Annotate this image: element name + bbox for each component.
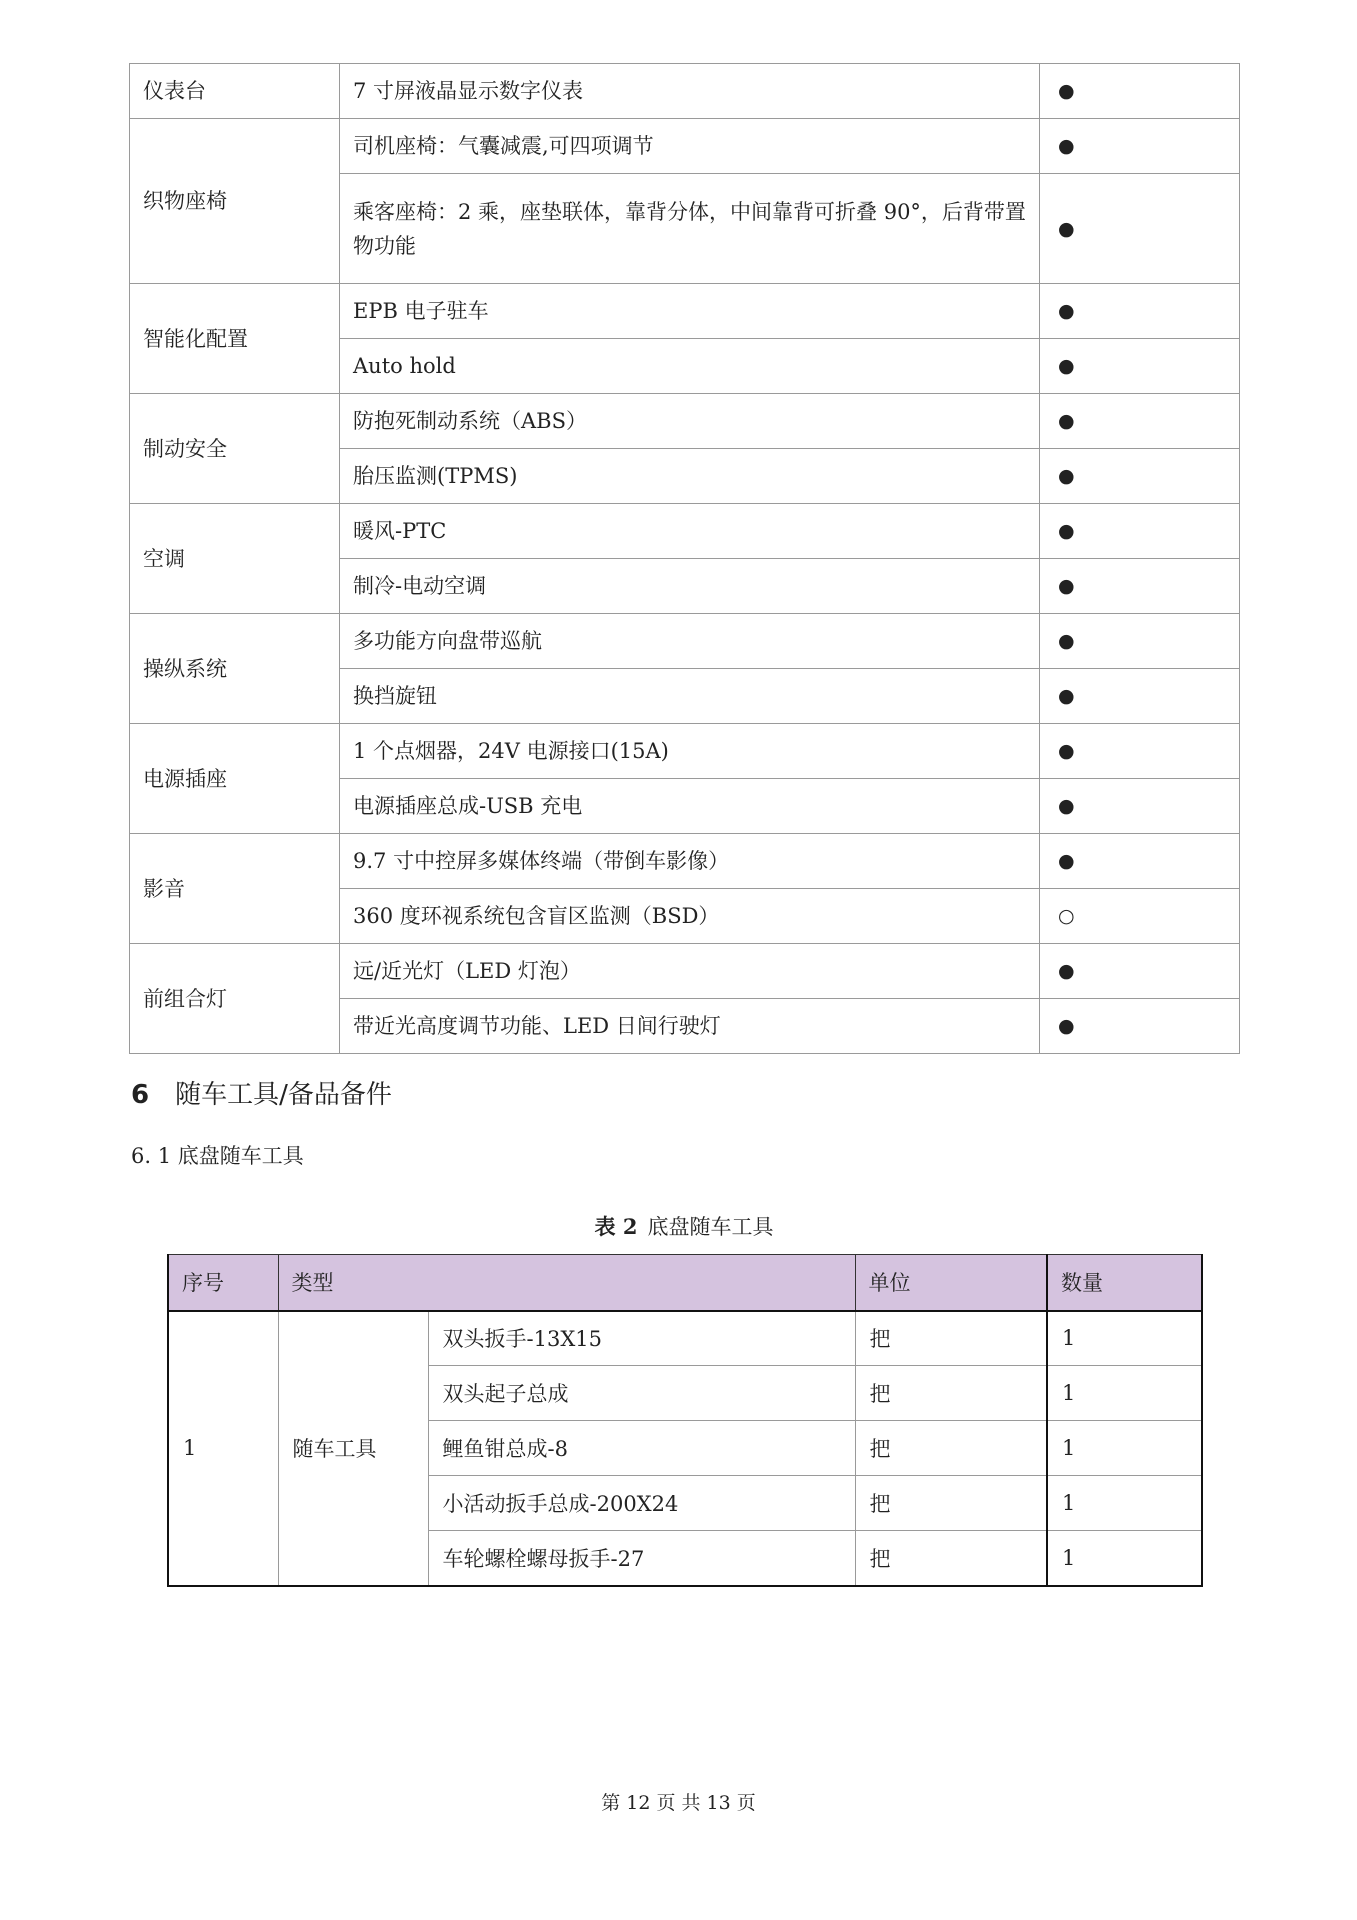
tool-name: 小活动扳手总成-200X24: [428, 1476, 855, 1531]
subsection-heading: 6. 1 底盘随车工具: [131, 1144, 304, 1168]
config-item: 带近光高度调节功能、LED 日间行驶灯: [340, 999, 1040, 1054]
tool-unit: 把: [855, 1366, 1047, 1421]
header-seq: 序号: [168, 1255, 278, 1311]
config-item: 1 个点烟器，24V 电源接口(15A): [340, 724, 1040, 779]
table-row: [130, 284, 1240, 339]
tool-name: 双头扳手-13X15: [428, 1311, 855, 1366]
config-category: 影音: [130, 834, 340, 944]
config-item: 多功能方向盘带巡航: [340, 614, 1040, 669]
optional-mark-icon: ○: [1040, 889, 1240, 944]
table-row: [130, 724, 1240, 779]
table-row: [130, 64, 1240, 119]
page-footer: 第 12 页 共 13 页: [601, 1792, 756, 1814]
config-category: 操纵系统: [130, 614, 340, 724]
config-category: 前组合灯: [130, 944, 340, 1054]
section-heading: [131, 1074, 392, 1111]
config-item: Auto hold: [340, 339, 1040, 394]
header-qty: 数量: [1047, 1255, 1202, 1311]
config-item: EPB 电子驻车: [340, 284, 1040, 339]
standard-mark-icon: ●: [1040, 559, 1240, 614]
standard-mark-icon: ●: [1040, 64, 1240, 119]
table-row: [130, 834, 1240, 889]
config-item: 司机座椅：气囊减震,可四项调节: [340, 119, 1040, 174]
config-category: 智能化配置: [130, 284, 340, 394]
section-title: 随车工具/备品备件: [175, 1080, 392, 1110]
tool-unit: 把: [855, 1531, 1047, 1586]
table-header-row: [168, 1255, 1202, 1311]
table-row: [130, 504, 1240, 559]
table-row: [130, 944, 1240, 999]
config-item: 360 度环视系统包含盲区监测（BSD）: [340, 889, 1040, 944]
standard-mark-icon: ●: [1040, 834, 1240, 889]
header-type: 类型: [278, 1255, 855, 1311]
config-item: 乘客座椅：2 乘，座垫联体，靠背分体，中间靠背可折叠 90°，后背带置物功能: [340, 174, 1040, 284]
vehicle-config-table: [129, 63, 1240, 1054]
config-item: 防抱死制动系统（ABS）: [340, 394, 1040, 449]
standard-mark-icon: ●: [1040, 724, 1240, 779]
config-category: 电源插座: [130, 724, 340, 834]
config-item: 电源插座总成-USB 充电: [340, 779, 1040, 834]
config-category: 织物座椅: [130, 119, 340, 284]
tool-unit: 把: [855, 1476, 1047, 1531]
standard-mark-icon: ●: [1040, 119, 1240, 174]
table-row: [130, 394, 1240, 449]
section-number: 6: [131, 1080, 150, 1110]
standard-mark-icon: ●: [1040, 174, 1240, 284]
tool-name: 车轮螺栓螺母扳手-27: [428, 1531, 855, 1586]
config-category: 空调: [130, 504, 340, 614]
standard-mark-icon: ●: [1040, 394, 1240, 449]
tool-group-seq: 1: [168, 1311, 278, 1586]
tool-qty: 1: [1047, 1476, 1202, 1531]
standard-mark-icon: ●: [1040, 284, 1240, 339]
table-caption-label: 表 2: [594, 1214, 638, 1239]
tool-unit: 把: [855, 1311, 1047, 1366]
config-item: 暖风-PTC: [340, 504, 1040, 559]
config-item: 9.7 寸中控屏多媒体终端（带倒车影像）: [340, 834, 1040, 889]
tool-name: 双头起子总成: [428, 1366, 855, 1421]
table-row: [130, 119, 1240, 174]
table-caption-text: 底盘随车工具: [647, 1215, 774, 1239]
tool-name: 鲤鱼钳总成-8: [428, 1421, 855, 1476]
chassis-tools-table: [167, 1254, 1203, 1587]
standard-mark-icon: ●: [1040, 669, 1240, 724]
standard-mark-icon: ●: [1040, 779, 1240, 834]
config-item: 7 寸屏液晶显示数字仪表: [340, 64, 1040, 119]
config-item: 换挡旋钮: [340, 669, 1040, 724]
config-item: 远/近光灯（LED 灯泡）: [340, 944, 1040, 999]
header-unit: 单位: [855, 1255, 1047, 1311]
config-item: 制冷-电动空调: [340, 559, 1040, 614]
standard-mark-icon: ●: [1040, 944, 1240, 999]
config-item: 胎压监测(TPMS): [340, 449, 1040, 504]
tool-group-type: 随车工具: [278, 1311, 428, 1586]
standard-mark-icon: ●: [1040, 999, 1240, 1054]
tool-qty: 1: [1047, 1531, 1202, 1586]
table-caption: [129, 1211, 1239, 1241]
tool-qty: 1: [1047, 1366, 1202, 1421]
tool-qty: 1: [1047, 1311, 1202, 1366]
standard-mark-icon: ●: [1040, 614, 1240, 669]
standard-mark-icon: ●: [1040, 339, 1240, 394]
tool-unit: 把: [855, 1421, 1047, 1476]
standard-mark-icon: ●: [1040, 504, 1240, 559]
config-category: 制动安全: [130, 394, 340, 504]
config-category: 仪表台: [130, 64, 340, 119]
table-row: [168, 1311, 1202, 1366]
standard-mark-icon: ●: [1040, 449, 1240, 504]
tool-qty: 1: [1047, 1421, 1202, 1476]
table-row: [130, 614, 1240, 669]
